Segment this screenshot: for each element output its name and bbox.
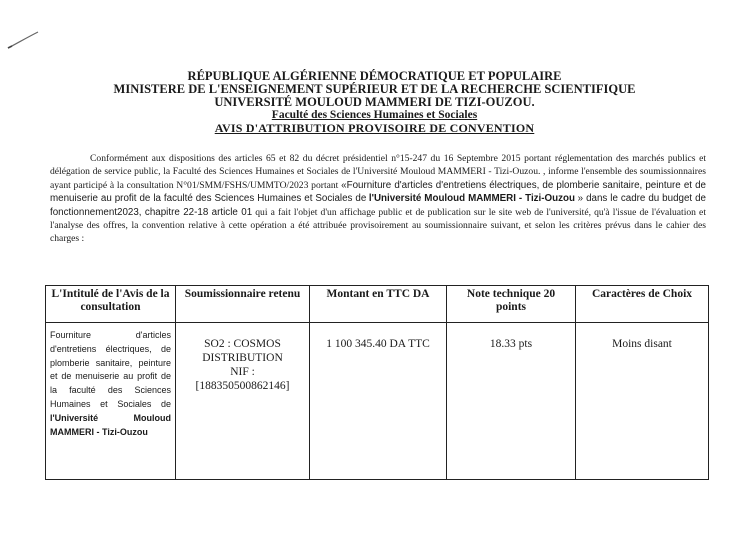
bidder-nif-label: NIF : xyxy=(230,366,255,378)
header-consultation: L'Intitulé de l'Avis de la consultation xyxy=(46,286,176,323)
subject-university: l'Université Mouloud MAMMERI - Tizi-Ouzou xyxy=(50,412,171,437)
cell-score: 18.33 pts xyxy=(447,323,576,480)
republic-title: RÉPUBLIQUE ALGÉRIENNE DÉMOCRATIQUE ET POPULAIRE xyxy=(187,69,562,83)
body-part-2: «Fourniture d'articles d'entretiens électriques, de plomberie sanitaire, peinture et de menuiserie au profit de la faculté des Sciences Humaines et Sociales de xyxy=(50,179,707,205)
bidder-nif: [188350500862146] xyxy=(195,380,290,392)
table-row xyxy=(46,323,709,480)
header-score: Note technique 20 points xyxy=(447,286,576,323)
cell-amount: 1 100 345.40 DA TTC xyxy=(310,323,447,480)
body-part-5: qui a fait l'objet d'un affichage public et de publication sur le site web de l'université, qu'à l'issue de l'évaluation et l'analyse des offres, la convention relative à cette opération a été attribuée provisoirement au soumissionnaire suivant, et selon les critères prévus dans le cahier des charges : xyxy=(50,206,706,245)
header-choice: Caractères de Choix xyxy=(576,286,709,323)
award-table xyxy=(45,285,709,480)
header-bidder: Soumissionnaire retenu xyxy=(176,286,310,323)
notice-body xyxy=(50,152,706,246)
pen-stroke-mark xyxy=(6,30,40,50)
table-header-row xyxy=(46,286,709,323)
faculty-title: Faculté des Sciences Humaines et Sociales xyxy=(271,109,478,121)
cell-choice: Moins disant xyxy=(576,323,709,480)
body-part-3: l'Université Mouloud MAMMERI - Tizi-Ouzou xyxy=(368,193,576,205)
document-header xyxy=(0,70,729,135)
cell-subject xyxy=(46,323,176,480)
subject-text: Fourniture d'articles d'entretiens électriques, de plomberie sanitaire, peinture et de menuiserie au profit de la faculté des Sciences Humaines et Sociales de xyxy=(50,330,171,409)
notice-title: AVIS D'ATTRIBUTION PROVISOIRE DE CONVENTION xyxy=(214,121,535,135)
body-part-4: » dans le cadre du budget de fonctionnement2023, chapitre 22-18 article 01 xyxy=(50,193,707,218)
header-amount: Montant en TTC DA xyxy=(310,286,447,323)
university-title: UNIVERSITÉ MOULOUD MAMMERI DE TIZI-OUZOU. xyxy=(214,95,535,109)
bidder-name: SO2 : COSMOS DISTRIBUTION xyxy=(202,338,283,364)
body-part-1: Conformément aux dispositions des articles 65 et 82 du décret présidentiel n°15-247 du 16 Septembre 2015 portant réglementation des marchés publics et délégation de service public, la Faculté des Sciences Humaines et Sociales de l'Université Mouloud MAMMERI - Tizi-Ouzou. , informe l'ensemble des soumissionnaires ayant participé à la consultation N°01/SMM/FSHS/UMMTO/2023 portant xyxy=(50,153,706,191)
ministry-title: MINISTERE DE L'ENSEIGNEMENT SUPÉRIEUR ET DE LA RECHERCHE SCIENTIFIQUE xyxy=(113,82,636,96)
cell-bidder xyxy=(176,323,310,480)
